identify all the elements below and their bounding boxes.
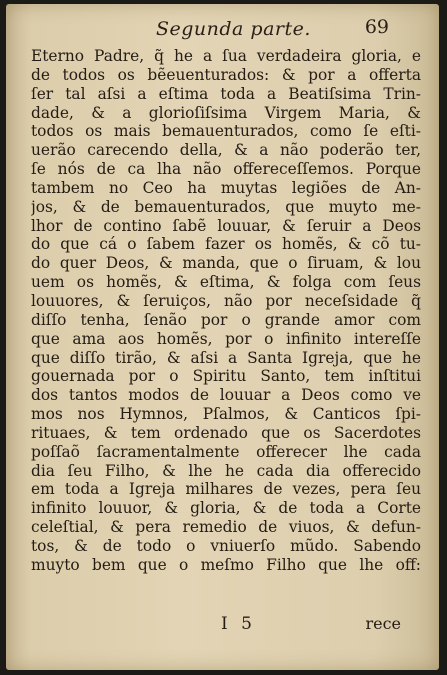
- text-line: jos, & de bemauenturados, que muyto me-: [31, 197, 421, 216]
- text-line: diſſo tenha, ſenão por o grande amor com: [31, 310, 421, 329]
- body-text: [31, 47, 421, 575]
- signature-mark: I 5: [221, 614, 256, 634]
- text-line: ſe nós de ca lha não offereceſſemos. Porque: [31, 160, 421, 179]
- text-line: louuores, & ſeruiços, não por neceſsidade q̃: [31, 291, 421, 310]
- page-footer: [6, 612, 439, 642]
- page-header: [6, 4, 439, 44]
- text-line: lhor de contino ſabẽ louuar, & ſeruir a Deos: [31, 216, 421, 235]
- text-line: tos, & de todo o vniuerſo mũdo. Sabendo: [31, 536, 421, 555]
- text-line: Eterno Padre, q̃ he a ſua verdadeira gloria, e: [31, 47, 421, 65]
- text-line: infinito louuor, & gloria, & de toda a Corte: [31, 499, 421, 518]
- text-line: gouernada por o Spiritu Santo, tem inſtitui: [31, 367, 421, 386]
- book-page: [6, 4, 439, 670]
- text-line: do quer Deos, & manda, que o ſiruam, & lou: [31, 254, 421, 273]
- text-line: mos nos Hymnos, Pſalmos, & Canticos ſpi-: [31, 405, 421, 424]
- text-line: poſſaõ ſacramentalmente offerecer lhe cada: [31, 442, 421, 461]
- text-line: ſer tal aſsi a eſtima toda a Beatiſsima Trin-: [31, 84, 421, 103]
- text-line: uem os homẽs, & eſtima, & folga com ſeus: [31, 273, 421, 292]
- running-title: Segunda parte.: [156, 18, 311, 40]
- page-number: 69: [364, 16, 389, 38]
- text-line: que ama aos homẽs, por o infinito intereſſe: [31, 329, 421, 348]
- text-line: rituaes, & tem ordenado que os Sacerdotes: [31, 423, 421, 442]
- text-line: todos os mais bemauenturados, como ſe eſti-: [31, 122, 421, 141]
- text-line: dia ſeu Filho, & lhe he cada dia offerecido: [31, 461, 421, 480]
- text-line: uerão carecendo della, & a não poderão ter,: [31, 141, 421, 160]
- text-line: muyto bem que o meſmo Filho que lhe off:: [31, 555, 421, 574]
- text-line: em toda a Igreja milhares de vezes, pera ſeu: [31, 480, 421, 499]
- text-line: que diſſo tirão, & aſsi a Santa Igreja, que he: [31, 348, 421, 367]
- text-line: tambem no Ceo ha muytas legiões de An-: [31, 178, 421, 197]
- text-line: do que cá o ſabem fazer os homẽs, & cõ tu-: [31, 235, 421, 254]
- catchword: rece: [365, 614, 401, 633]
- text-line: dos tantos modos de louuar a Deos como ve: [31, 386, 421, 405]
- text-line: dade, & a glorioſiſsima Virgem Maria, &: [31, 103, 421, 122]
- text-line: de todos os bẽeuenturados: & por a offerta: [31, 65, 421, 84]
- text-line: celeſtial, & pera remedio de viuos, & defun-: [31, 518, 421, 537]
